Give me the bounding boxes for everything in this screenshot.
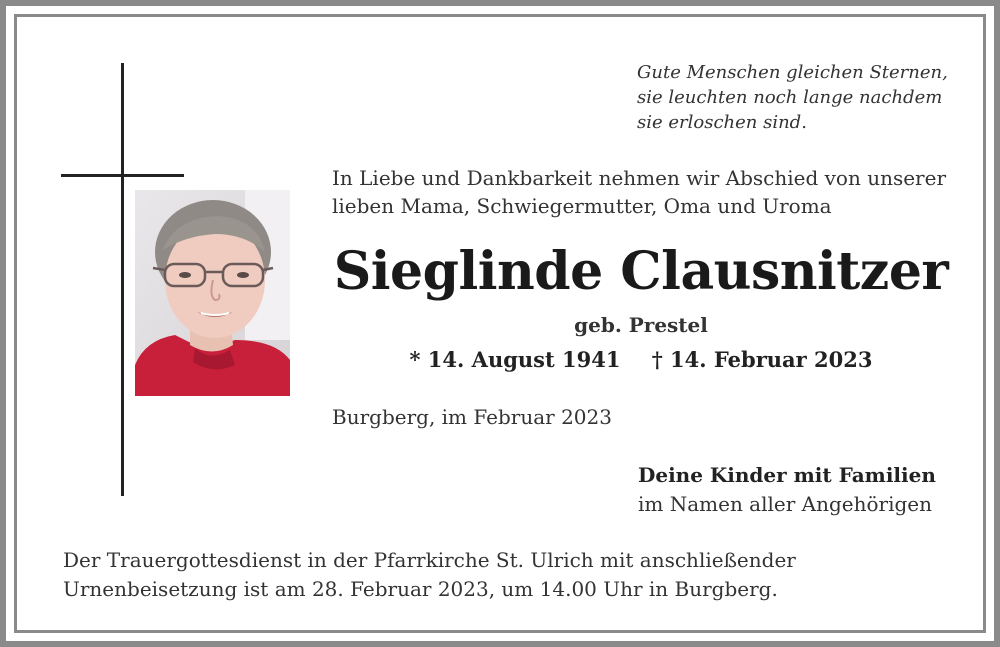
quote-line: sie erloschen sind. — [637, 112, 807, 133]
intro-line: In Liebe und Dankbarkeit nehmen wir Abschied von unserer — [332, 166, 947, 190]
quote-line: sie leuchten noch lange nachdem — [637, 87, 943, 108]
place-and-date: Burgberg, im Februar 2023 — [332, 405, 612, 429]
service-line: Urnenbeisetzung ist am 28. Februar 2023, um 14.00 Uhr in Burgberg. — [63, 577, 778, 601]
funeral-service-notice — [63, 546, 963, 604]
deceased-name: Sieglinde Clausnitzer — [333, 241, 949, 302]
signature-line-relatives: im Namen aller Angehörigen — [638, 492, 933, 516]
maiden-name: geb. Prestel — [574, 313, 708, 337]
signature-block — [638, 461, 978, 519]
life-dates — [306, 346, 976, 374]
signature-line-family: Deine Kinder mit Familien — [638, 463, 936, 487]
portrait-photo — [135, 190, 290, 396]
cross-vertical-bar — [121, 63, 124, 496]
intro-line: lieben Mama, Schwiegermutter, Oma und Uroma — [332, 194, 832, 218]
obituary-card — [6, 6, 994, 641]
birth-date: * 14. August 1941 — [409, 347, 621, 372]
cross-horizontal-bar — [61, 174, 184, 177]
death-date: † 14. Februar 2023 — [651, 347, 873, 372]
memorial-quote — [637, 60, 977, 135]
intro-text — [332, 164, 972, 220]
service-line: Der Trauergottesdienst in der Pfarrkirche St. Ulrich mit anschließender — [63, 548, 796, 572]
quote-line: Gute Menschen gleichen Sternen, — [637, 62, 948, 83]
